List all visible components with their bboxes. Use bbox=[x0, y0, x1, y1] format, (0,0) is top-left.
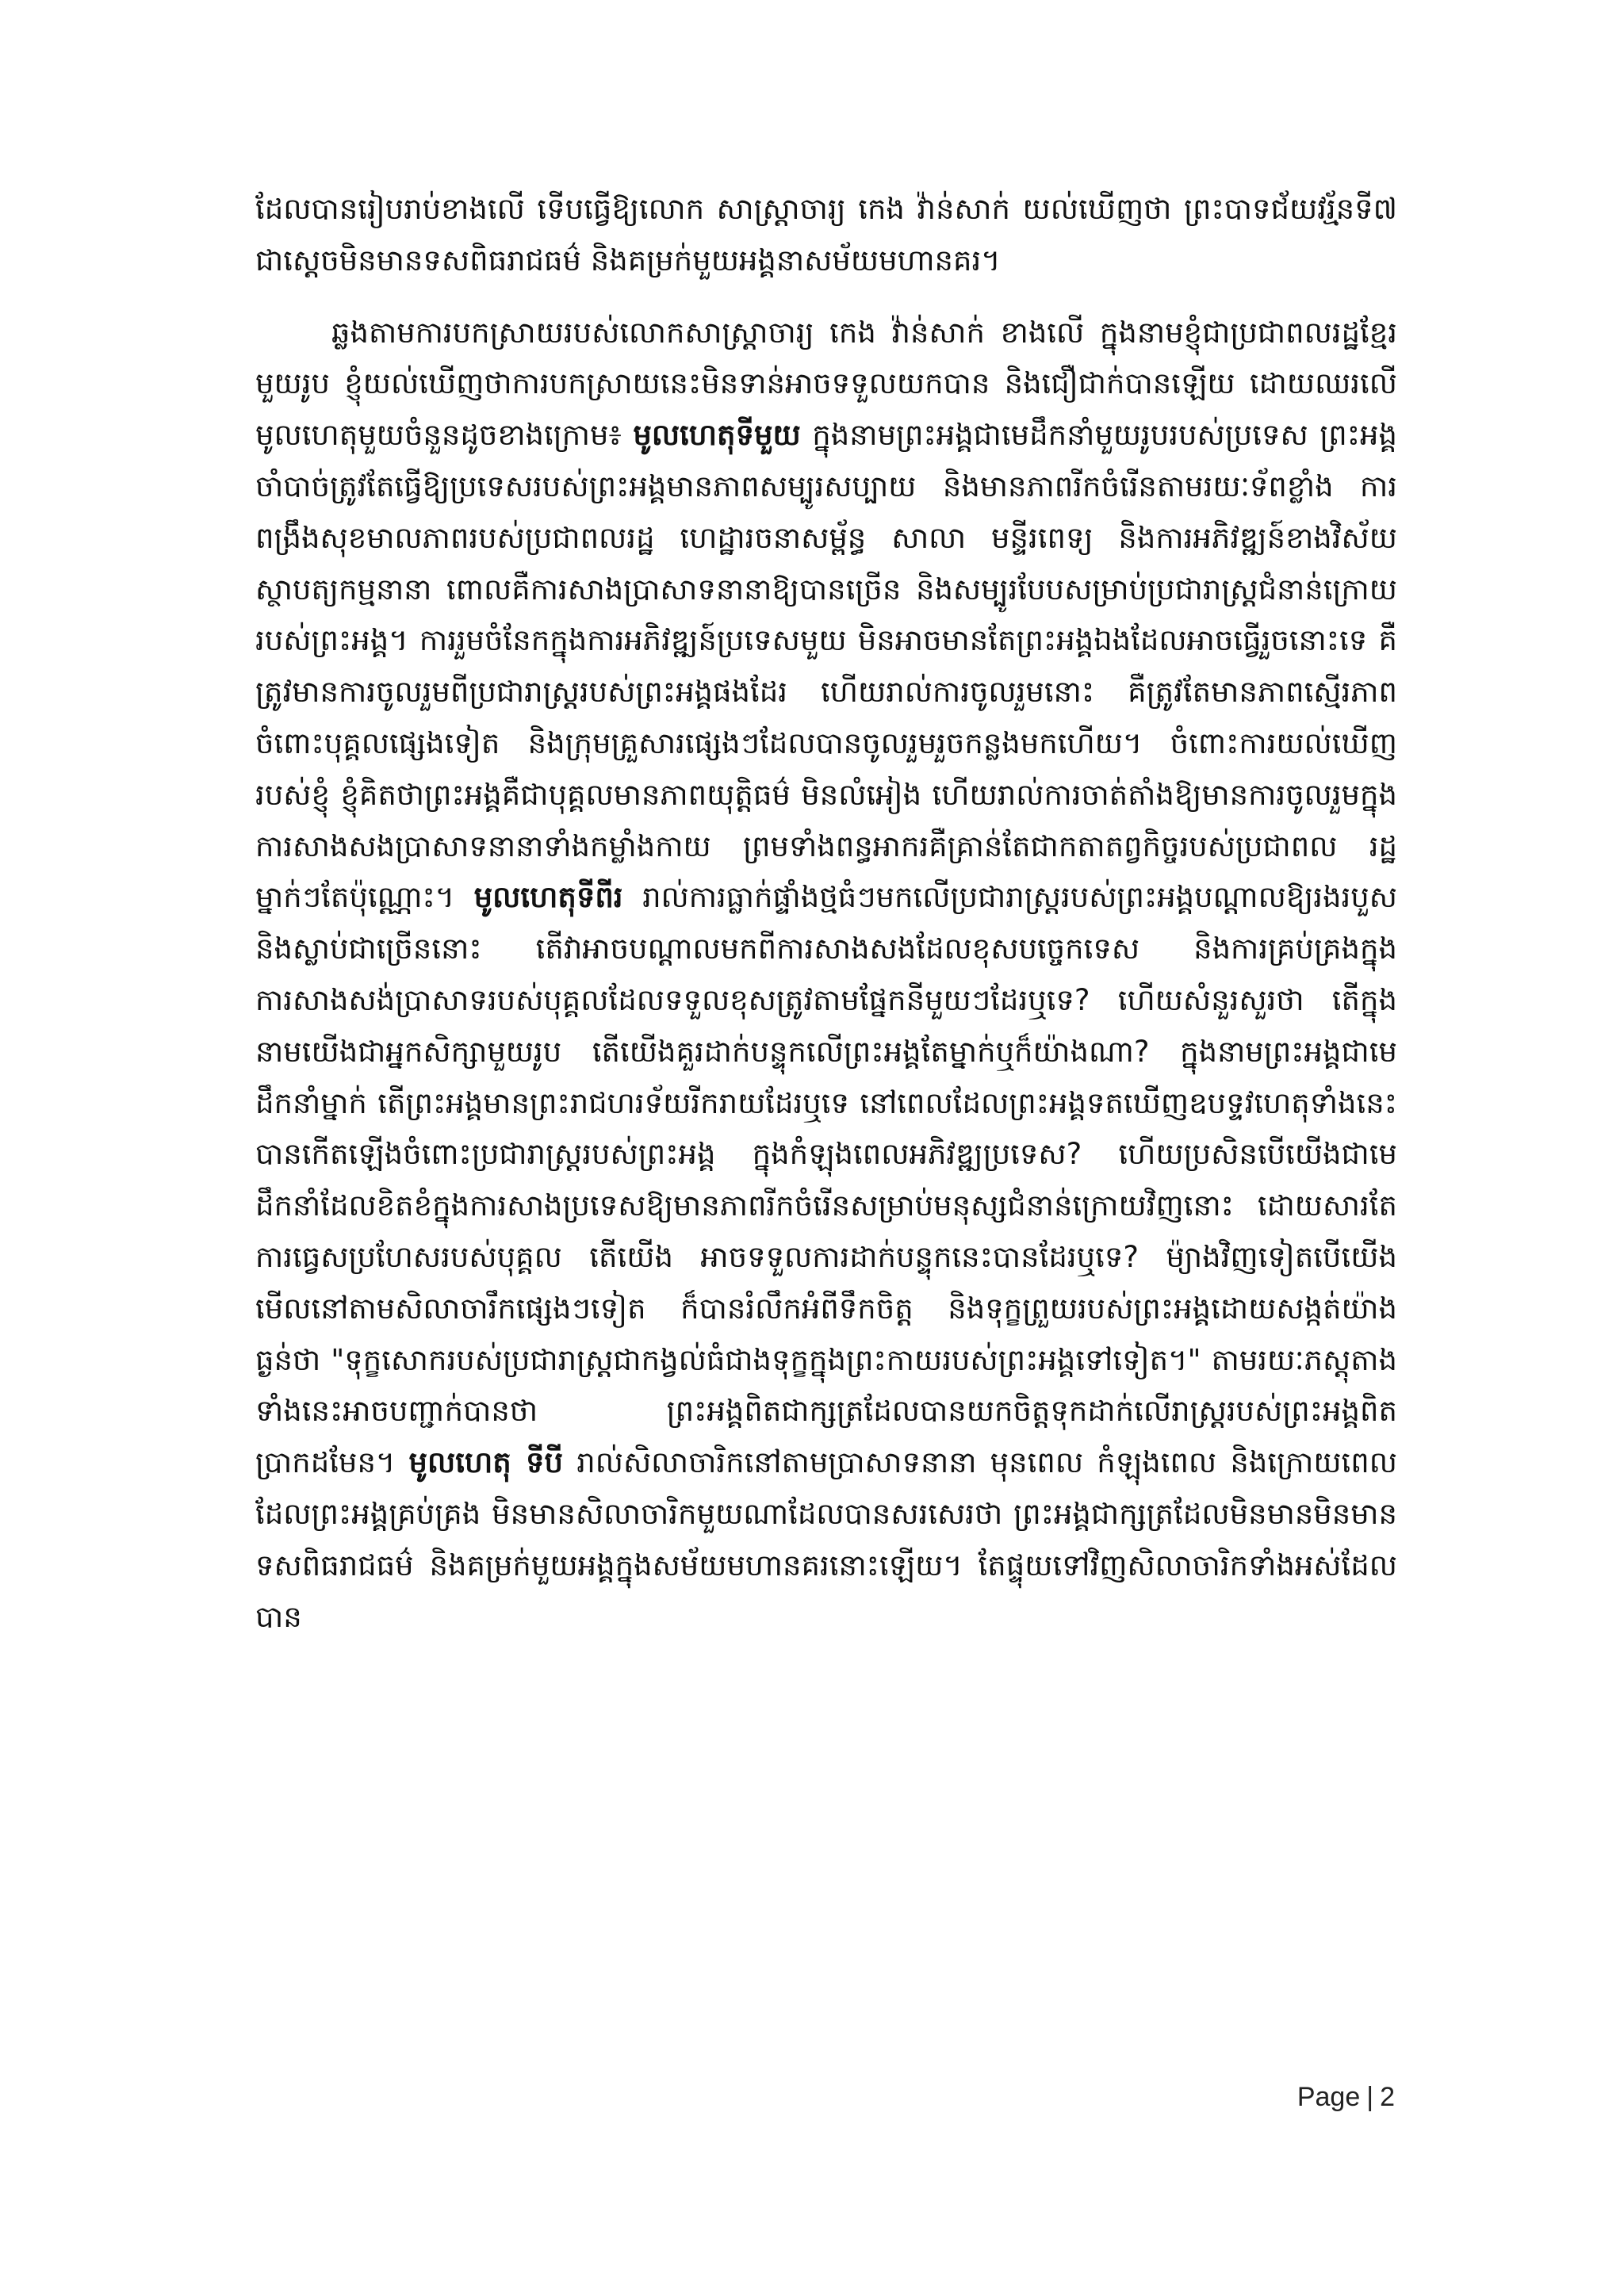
paragraph-reasons bbox=[255, 308, 1397, 1644]
body-text bbox=[255, 184, 1397, 1643]
reason-3-heading: មូលហេតុ ទីបី bbox=[408, 1445, 564, 1480]
paragraph-1-text: ដែលបានរៀបរាប់ខាងលើ ទើបធ្វើឱ្យលោក សាស្ត្រាចារ្យ កេង វ៉ាន់សាក់ យល់ឃើញថា ព្រះបាទជ័យវរ្ម័នទី៧ ជាស្ដេចមិនមានទសពិធរាជធម៌ និងគម្រក់មួយអង្គនាសម័យមហានគរ។ bbox=[255, 192, 1397, 277]
page-number-value: 2 bbox=[1380, 2082, 1395, 2112]
page-separator: | bbox=[1366, 2082, 1374, 2112]
paragraph-continuation bbox=[255, 184, 1397, 287]
paragraph-2-part-1: ឆ្លងតាមការបកស្រាយរបស់លោកសាស្ត្រាចារ្យ កេង វ៉ាន់សាក់ ខាងលើ ក្នុងនាមខ្ញុំជាប្រជាពលរដ្ឋខ្មែរមួយរូប ខ្ញុំយល់ឃើញថាការបកស្រាយនេះមិនទាន់អាចទទួលយកបាន និងជឿជាក់បានឡើយ ដោយឈរលើមូលហេតុមួយចំនួនដូចខាងក្រោម៖ bbox=[255, 315, 1397, 453]
page-footer bbox=[0, 2082, 1624, 2130]
page-number bbox=[1297, 2082, 1395, 2113]
paragraph-2-part-4: រាល់សិលាចារិកនៅតាមប្រាសាទនានា មុនពេល កំឡុងពេល និងក្រោយពេលដែលព្រះអង្គគ្រប់គ្រង មិនមានសិលាចារិកមួយណាដែលបានសរសេរថា ព្រះអង្គជាក្សត្រដែលមិនមានមិនមានទសពិធរាជធម៌ និងគម្រក់មួយអង្គក្នុងសម័យមហានគរនោះឡើយ។ តែផ្ទុយទៅវិញសិលាចារិកទាំងអស់ដែលបាន bbox=[255, 1445, 1398, 1634]
reason-2-heading: មូលហេតុទីពីរ bbox=[473, 880, 623, 915]
page-label: Page bbox=[1297, 2082, 1361, 2112]
reason-1-heading: មូលហេតុទីមួយ bbox=[633, 418, 801, 453]
paragraph-2-part-3: រាល់ការធ្លាក់ផ្ទាំងថ្មធំៗមកលើប្រជារាស្ត្ររបស់ព្រះអង្គបណ្ដាលឱ្យរងរបួស និងស្លាប់ជាច្រើននោះ តើវាអាចបណ្ដាលមកពីការសាងសងដែលខុសបច្ចេកទេស និងការគ្រប់គ្រងក្នុងការសាងសង់ប្រាសាទរបស់បុគ្គលដែលទទួលខុសត្រូវតាមផ្នែកនីមួយៗដែរឬទេ? ហើយសំនួរសួរថា តើក្នុងនាមយើងជាអ្នកសិក្សាមួយរូប តើយើងគួរដាក់បន្ទុកលើព្រះអង្គតែម្នាក់ឬក៏យ៉ាងណា? ក្នុងនាមព្រះអង្គជាមេដឹកនាំម្នាក់ តើព្រះអង្គមានព្រះរាជហរទ័យរីករាយដែរឬទេ នៅពេលដែលព្រះអង្គទតឃើញឧបទ្ទវហេតុទាំងនេះបានកើតឡើងចំពោះប្រជារាស្ត្ររបស់ព្រះអង្គ ក្នុងកំឡុងពេលអភិវឌ្ឍប្រទេស? ហើយប្រសិនបើយើងជាមេដឹកនាំដែលខិតខំក្នុងការសាងប្រទេសឱ្យមានភាពរីកចំរើនសម្រាប់មនុស្សជំនាន់ក្រោយវិញនោះ ដោយសារតែការធ្វេសប្រហែសរបស់បុគ្គល តើយើង អាចទទួលការដាក់បន្ទុកនេះបានដែរឬទេ? ម៉្យាងវិញទៀតបើយើងមើលនៅតាមសិលាចារឹកផ្សេងៗទៀត ក៏បានរំលឹកអំពីទឹកចិត្ត និងទុក្ខព្រួយរបស់ព្រះអង្គដោយសង្កត់យ៉ាងធ្ងន់ថា "ទុក្ខសោករបស់ប្រជារាស្ត្រជាកង្វល់ធំជាងទុក្ខក្នុងព្រះកាយរបស់ព្រះអង្គទៅទៀត។" តាមរយៈភស្តុតាងទាំងនេះអាចបញ្ជាក់បានថា ព្រះអង្គពិតជាក្សត្រដែលបានយកចិត្តទុកដាក់លើរាស្ត្ររបស់ព្រះអង្គពិតប្រាកដមែន។ bbox=[255, 880, 1397, 1480]
paragraph-2-part-2: ក្នុងនាមព្រះអង្គជាមេដឹកនាំមួយរូបរបស់ប្រទេស ព្រះអង្គចាំបាច់ត្រូវតែធ្វើឱ្យប្រទេសរបស់ព្រះអង្គមានភាពសម្បូរសប្បាយ និងមានភាពរីកចំរើនតាមរយៈទ័ពខ្លាំង ការពង្រឹងសុខមាលភាពរបស់ប្រជាពលរដ្ឋ ហេដ្ឋារចនាសម្ព័ន្ធ សាលា មន្ទីរពេទ្យ និងការអភិវឌ្ឍន៍ខាងវិស័យស្ថាបត្យកម្មនានា ពោលគឺការសាងប្រាសាទនានាឱ្យបានច្រើន និងសម្បូរបែបសម្រាប់ប្រជារាស្ត្រជំនាន់ក្រោយរបស់ព្រះអង្គ។ ការរួមចំនែកក្នុងការអភិវឌ្ឍន៍ប្រទេសមួយ មិនអាចមានតែព្រះអង្គឯងដែលអាចធ្វើរួចនោះទេ គឺត្រូវមានការចូលរួមពីប្រជារាស្ត្ររបស់ព្រះអង្គផងដែរ ហើយរាល់ការចូលរួមនោះ គឺត្រូវតែមានភាពស្មើរភាពចំពោះបុគ្គលផ្សេងទៀត និងក្រុមគ្រួសារផ្សេងៗដែលបានចូលរួមរួចកន្លងមកហើយ។ ចំពោះការយល់ឃើញរបស់ខ្ញុំ ខ្ញុំគិតថាព្រះអង្គគឺជាបុគ្គលមានភាពយុត្តិធម៌ មិនលំអៀង ហើយរាល់ការចាត់តាំងឱ្យមានការចូលរួមក្នុងការសាងសងប្រាសាទនានាទាំងកម្លាំងកាយ ព្រមទាំងពន្ធអាករគឺគ្រាន់តែជាកតាតព្វកិច្ចរបស់ប្រជាពល រដ្ឋម្នាក់ៗតែប៉ុណ្ណោះ។ bbox=[255, 418, 1397, 915]
